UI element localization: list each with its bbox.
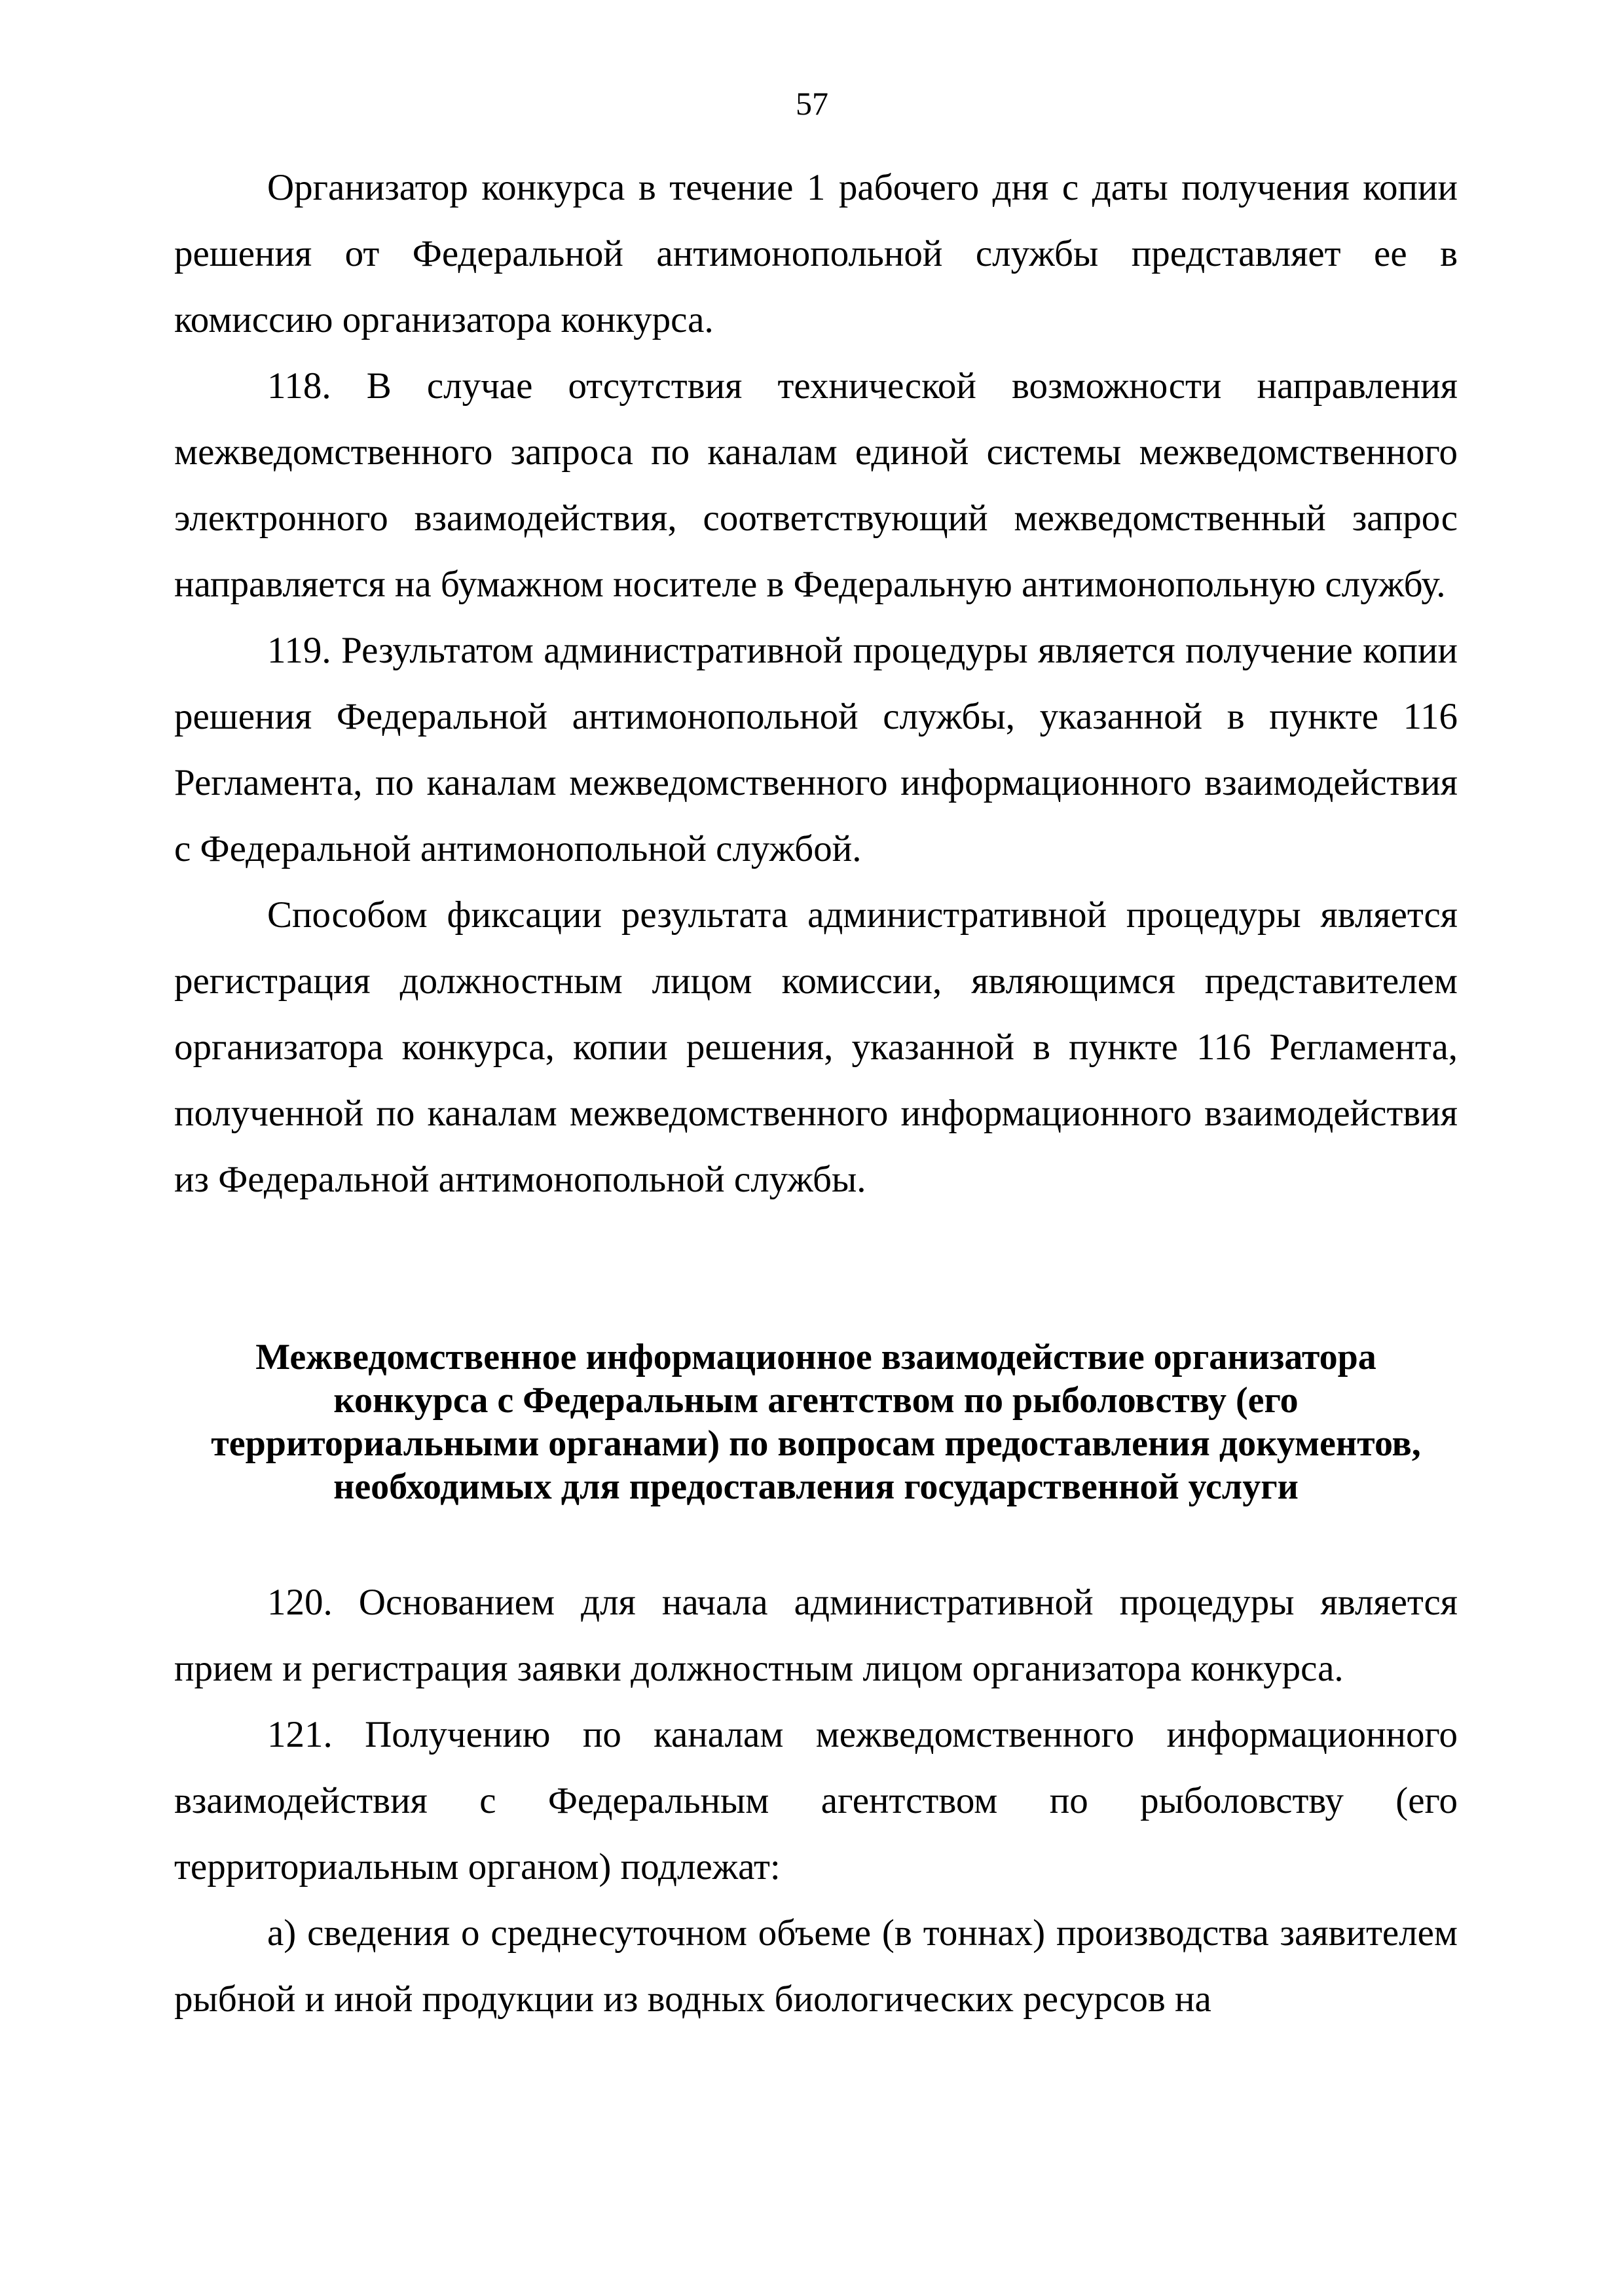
paragraph-121: 121. Получению по каналам межведомственного информационного взаимодействия с Федеральным агентством по рыболовству (его территориальным органом) подлежат: <box>174 1714 1458 1887</box>
section-heading-line: территориальными органами) по вопросам предоставления документов, <box>211 1423 1421 1464</box>
section-heading-line: необходимых для предоставления государственной услуги <box>333 1467 1299 1507</box>
section-heading-line: Межведомственное информационное взаимодействие организатора <box>255 1337 1376 1377</box>
paragraph-120: 120. Основанием для начала административной процедуры является прием и регистрация заявки должностным лицом организатора конкурса. <box>174 1582 1458 1689</box>
page-number: 57 <box>796 85 828 122</box>
body-text-upper <box>174 155 1458 1212</box>
paragraph-118: 118. В случае отсутствия технической возможности направления межведомственного запроса по каналам единой системы межведомственного электронного взаимодействия, соответствующий межведомственный запрос направляется на бумажном носителе в Федеральную антимонопольную службу. <box>174 365 1458 605</box>
body-text-lower <box>174 1569 1458 2032</box>
section-heading <box>174 1336 1458 1508</box>
paragraph-119: 119. Результатом административной процедуры является получение копии решения Федеральной антимонопольной службы, указанной в пункте 116 Регламента, по каналам межведомственного информационного взаимодействия с Федеральной антимонопольной службой. <box>174 630 1458 869</box>
paragraph-121-a: а) сведения о среднесуточном объеме (в тоннах) производства заявителем рыбной и иной продукции из водных биологических ресурсов на <box>174 1912 1458 2020</box>
section-heading-line: конкурса с Федеральным агентством по рыболовству (его <box>333 1380 1299 1421</box>
paragraph-organizer-transmits-decision: Организатор конкурса в течение 1 рабочего дня с даты получения копии решения от Федеральной антимонопольной службы представляет ее в комиссию организатора конкурса. <box>174 167 1458 340</box>
paragraph-result-fixation: Способом фиксации результата административной процедуры является регистрация должностным лицом комиссии, являющимся представителем организатора конкурса, копии решения, указанной в пункте 116 Регламента, полученной по каналам межведомственного информационного взаимодействия из Федеральной антимонопольной службы. <box>174 894 1458 1200</box>
